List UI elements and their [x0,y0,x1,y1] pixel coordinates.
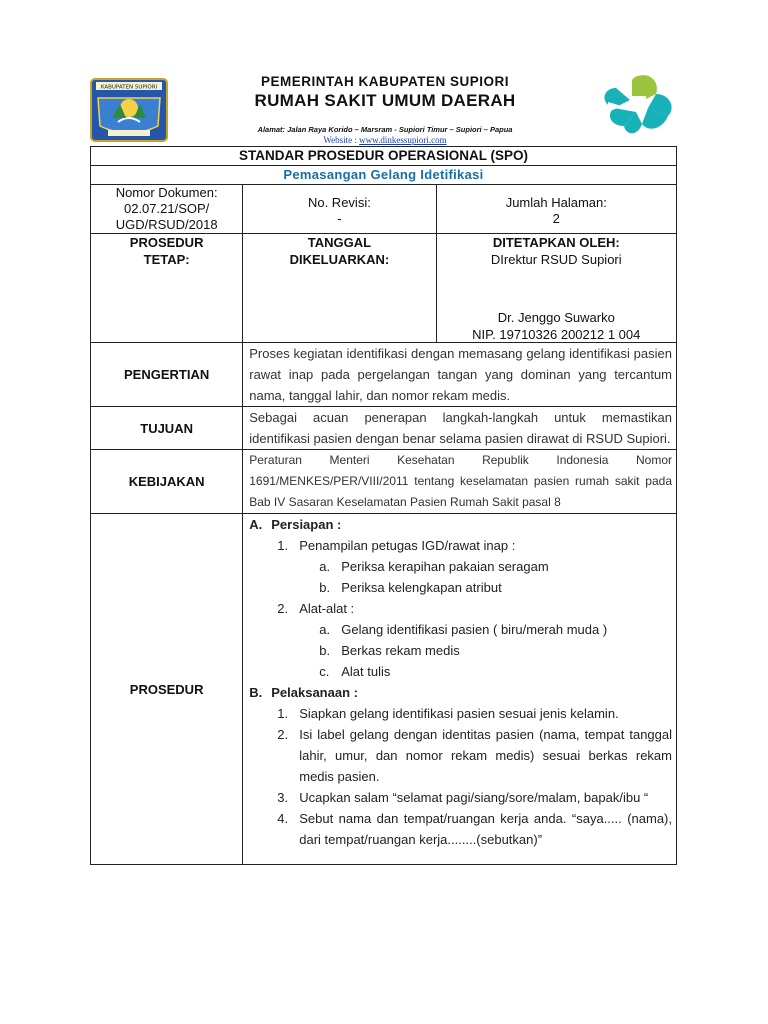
item-letter: b. [319,643,331,658]
purpose-text: Sebagai acuan penerapan langkah-langkah untuk memastikan identifikasi pasien dengan benar selama pasien dirawat di RSUD Supiori. [249,410,672,446]
section-b-title: Pelaksanaan : [271,685,358,700]
document-number-line2: 02.07.21/SOP/ [123,201,210,216]
procedure-cell [243,514,677,865]
section-b-marker: B. [249,685,263,700]
item-text: Ucapkan salam “selamat pagi/siang/sore/malam, bapak/ibu “ [299,790,649,805]
item-text: Alat tulis [341,664,391,679]
item-text: Penampilan petugas IGD/rawat inap : [299,538,516,553]
list-item [271,808,672,850]
item-number: 1. [277,706,289,721]
item-number: 4. [277,811,289,826]
procedure-fixed-label-2: TETAP: [143,252,190,267]
list-item [249,619,672,640]
list-item [271,598,672,619]
issue-date-label-2: DIKELUARKAN: [289,252,390,267]
approved-by-cell [436,234,676,343]
item-text: Isi label gelang dengan identitas pasien (nama, tempat tanggal lahir, umur, dan nomor rekam medis) sesuai berkas rekam medis pasien. [299,727,672,784]
document-number-label: Nomor Dokumen: [115,185,218,200]
page-count-cell [436,185,676,234]
page-count-value: 2 [552,211,560,226]
government-name: PEMERINTAH KABUPATEN SUPIORI [260,74,509,89]
definition-cell [243,343,677,407]
hospital-name: RUMAH SAKIT UMUM DAERAH [254,91,516,110]
spo-table [90,146,677,865]
website-line [170,135,600,145]
list-item [249,640,672,661]
list-item [271,787,672,808]
approver-name: Dr. Jenggo Suwarko [497,310,615,325]
item-text: Alat-alat : [299,601,355,616]
revision-value: - [337,211,342,226]
item-number: 1. [277,538,289,553]
document-number-line3: UGD/RSUD/2018 [115,217,218,232]
list-item [249,577,672,598]
item-letter: a. [319,559,331,574]
policy-text: Peraturan Menteri Kesehatan Republik Indonesia Nomor 1691/MENKES/PER/VIII/2011 tentang keselamatan pasien rumah sakit pada Bab IV Sasaran Keselamatan Pasien Rumah Sakit pasal 8 [249,453,672,509]
section-a-title: Persiapan : [271,517,342,532]
definition-label: PENGERTIAN [91,343,243,407]
ministry-health-logo [598,72,678,140]
letterhead [170,70,600,145]
purpose-cell [243,407,677,450]
logo-banner-text: KABUPATEN SUPIORI [100,84,158,91]
list-item [249,556,672,577]
list-item [271,724,672,787]
issue-date-label-1: TANGGAL [307,235,372,250]
procedure-label: PROSEDUR [91,514,243,865]
policy-cell [243,450,677,514]
hospital-address: Alamat: Jalan Raya Korido – Marsram - Supiori Timur – Supiori – Papua [257,125,513,134]
definition-text: Proses kegiatan identifikasi dengan memasang gelang identifikasi pasien rawat inap pada pergelangan tangan yang dominan yang tercantum nama, tanggal lahir, dan nomor rekam medis. [249,346,672,403]
item-text: Sebut nama dan tempat/ruangan kerja anda. “saya..... (nama), dari tempat/ruangan kerja........(sebutkan)” [299,811,672,847]
item-text: Periksa kerapihan pakaian seragam [341,559,549,574]
document-number-cell [91,185,243,234]
revision-label: No. Revisi: [307,195,371,210]
item-text: Gelang identifikasi pasien ( biru/merah muda ) [341,622,608,637]
website-label: Website : [323,135,360,145]
spo-subtitle: Pemasangan Gelang Idetifikasi [91,166,677,185]
item-number: 3. [277,790,289,805]
item-text: Periksa kelengkapan atribut [341,580,502,595]
item-letter: c. [319,664,330,679]
item-letter: a. [319,622,331,637]
revision-cell [243,185,436,234]
item-text: Berkas rekam medis [341,643,460,658]
approver-nip: NIP. 19710326 200212 1 004 [472,327,641,342]
policy-label: KEBIJAKAN [91,450,243,514]
procedure-fixed-label-1: PROSEDUR [129,235,204,250]
list-item [249,661,672,682]
item-text: Siapkan gelang identifikasi pasien sesuai jenis kelamin. [299,706,619,721]
purpose-label: TUJUAN [91,407,243,450]
procedure-steps [243,514,676,864]
list-item [271,703,672,724]
item-number: 2. [277,601,289,616]
website-link[interactable]: www.dinkessupiori.com [359,135,447,145]
issue-date-cell [243,234,436,343]
spo-title: STANDAR PROSEDUR OPERASIONAL (SPO) [91,147,677,166]
list-item [271,535,672,556]
approver-title: DIrektur RSUD Supiori [490,252,622,267]
section-implementation [249,682,672,703]
item-number: 2. [277,727,289,742]
procedure-fixed-cell [91,234,243,343]
page-count-label: Jumlah Halaman: [505,195,607,210]
item-letter: b. [319,580,331,595]
section-a-marker: A. [249,517,263,532]
supiori-regency-emblem-logo [90,78,168,142]
section-preparation [249,514,672,535]
approved-by-label: DITETAPKAN OLEH: [492,235,620,250]
